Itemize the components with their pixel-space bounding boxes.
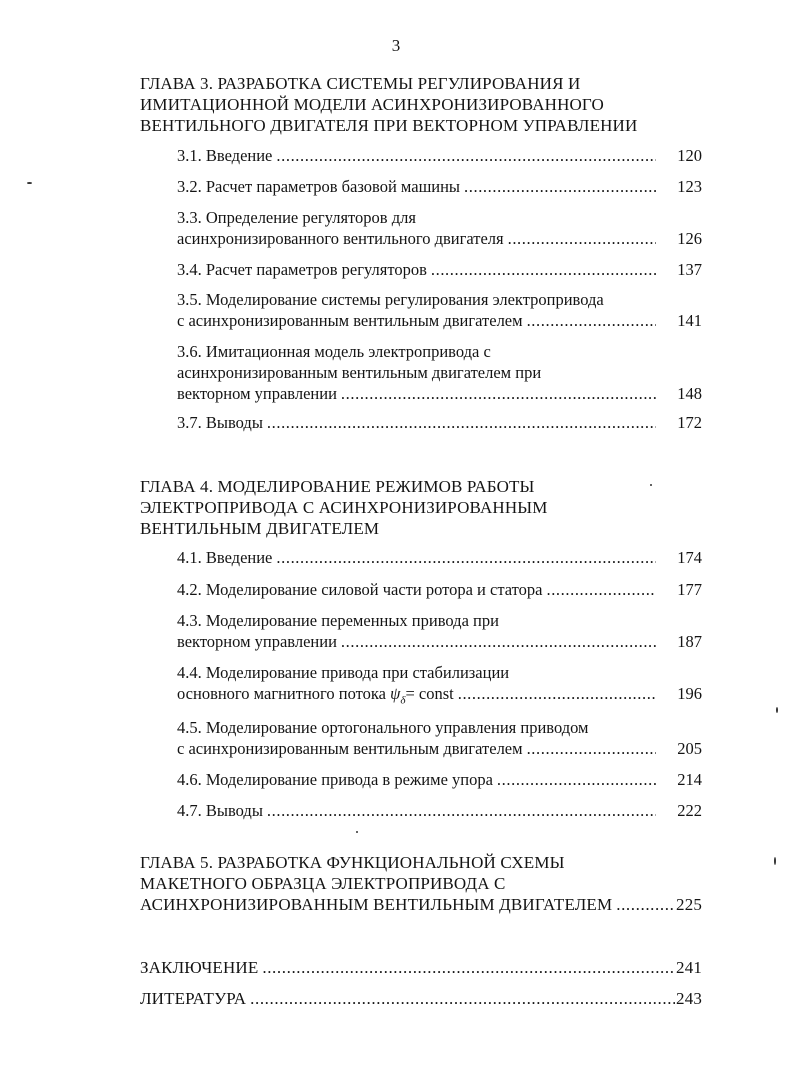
toc-entry-4-6[interactable] (177, 769, 702, 790)
scan-speck (774, 857, 776, 865)
leader-dots (546, 579, 656, 600)
chapter-5-page: 225 (676, 895, 702, 914)
toc-entry-label: 4.2. Моделирование силовой части ротора и статора (177, 580, 543, 599)
leader-dots (508, 228, 656, 249)
chapter-5-title-line: ГЛАВА 5. РАЗРАБОТКА ФУНКЦИОНАЛЬНОЙ СХЕМЫ (140, 853, 565, 872)
toc-entry-label: 3.7. Выводы (177, 413, 263, 432)
toc-entry-3-7[interactable] (177, 412, 702, 433)
references-page: 243 (676, 989, 702, 1008)
leader-dots (341, 631, 656, 652)
toc-entry-label: 4.3. Моделирование переменных привода при (177, 611, 499, 630)
scan-speck (27, 182, 32, 184)
leader-dots (458, 683, 656, 704)
toc-entry-label: 3.5. Моделирование системы регулирования электропривода (177, 290, 604, 309)
references-label: ЛИТЕРАТУРА (140, 989, 247, 1008)
toc-entry-label: 3.1. Введение (177, 146, 273, 165)
toc-entry-page: 214 (677, 770, 702, 789)
chapter-3-title-line: ГЛАВА 3. РАЗРАБОТКА СИСТЕМЫ РЕГУЛИРОВАНИЯ И (140, 74, 581, 93)
leader-dots (267, 800, 656, 821)
toc-entry-page: 141 (677, 311, 702, 330)
toc-entry-label: 3.2. Расчет параметров базовой машины (177, 177, 461, 196)
toc-entry-label: асинхронизированным вентильным двигателем при (177, 363, 542, 382)
chapter-4-title-line: ЭЛЕКТРОПРИВОДА С АСИНХРОНИЗИРОВАННЫМ (140, 498, 548, 517)
chapter-3-heading (140, 73, 715, 136)
toc-entry-label: 3.4. Расчет параметров регуляторов (177, 260, 427, 279)
toc-entry-page: 187 (677, 632, 702, 651)
toc-entry-4-1[interactable] (177, 547, 702, 568)
toc-entry-4-4[interactable] (177, 662, 702, 711)
toc-entry-label: 4.5. Моделирование ортогонального управления приводом (177, 718, 589, 737)
toc-entry-conclusion[interactable] (140, 957, 702, 978)
toc-entry-4-3[interactable] (177, 610, 702, 652)
toc-entry-page: 137 (677, 260, 702, 279)
chapter-5-title-line: АСИНХРОНИЗИРОВАННЫМ ВЕНТИЛЬНЫМ ДВИГАТЕЛЕМ (140, 895, 613, 914)
toc-entry-page: 174 (677, 548, 702, 567)
toc-entry-label: векторном управлении (177, 632, 337, 651)
toc-entry-page: 177 (677, 580, 702, 599)
leader-dots (276, 145, 656, 166)
leader-dots (464, 176, 656, 197)
chapter-3-title-line: ИМИТАЦИОННОЙ МОДЕЛИ АСИНХРОНИЗИРОВАННОГО (140, 95, 604, 114)
toc-entry-page: 196 (677, 684, 702, 703)
toc-entry-label: 3.3. Определение регуляторов для (177, 208, 416, 227)
toc-entry-page: 126 (677, 229, 702, 248)
toc-entry-4-7[interactable] (177, 800, 702, 821)
toc-entry-label: 4.6. Моделирование привода в режиме упора (177, 770, 493, 789)
toc-entry-page: 123 (677, 177, 702, 196)
toc-entry-4-5[interactable] (177, 717, 702, 759)
chapter-4-title-line: ВЕНТИЛЬНЫМ ДВИГАТЕЛЕМ (140, 519, 380, 538)
toc-entry-label: с асинхронизированным вентильным двигателем (177, 739, 523, 758)
chapter-4-title-line: ГЛАВА 4. МОДЕЛИРОВАНИЕ РЕЖИМОВ РАБОТЫ (140, 477, 535, 496)
toc-entry-label: асинхронизированного вентильного двигателя (177, 229, 504, 248)
conclusion-label: ЗАКЛЮЧЕНИЕ (140, 958, 259, 977)
leader-dots (250, 988, 675, 1009)
toc-entry-page: 222 (677, 801, 702, 820)
scan-speck (776, 707, 778, 713)
toc-entry-3-2[interactable] (177, 176, 702, 197)
toc-entry-page: 205 (677, 739, 702, 758)
leader-dots (527, 738, 656, 759)
toc-entry-page: 148 (677, 384, 702, 403)
leader-dots (276, 547, 656, 568)
toc-entry-label: векторном управлении (177, 384, 337, 403)
psi-symbol: ψ (390, 684, 401, 703)
leader-dots (341, 383, 656, 404)
scan-speck (650, 484, 652, 486)
leader-dots (267, 412, 656, 433)
chapter-5-heading[interactable] (140, 852, 702, 915)
leader-dots (616, 894, 675, 915)
toc-entry-label: 4.7. Выводы (177, 801, 263, 820)
toc-entry-label: 3.6. Имитационная модель электропривода с (177, 342, 491, 361)
formula-const: = const (405, 684, 454, 703)
toc-entry-4-2[interactable] (177, 579, 702, 600)
toc-entry-3-6[interactable] (177, 341, 702, 404)
toc-entry-label: основного магнитного потока (177, 684, 386, 703)
toc-entry-3-4[interactable] (177, 259, 702, 280)
leader-dots (497, 769, 656, 790)
flux-formula (390, 683, 405, 711)
toc-entry-page: 172 (677, 413, 702, 432)
chapter-4-heading (140, 476, 715, 539)
chapter-3-title-line: ВЕНТИЛЬНОГО ДВИГАТЕЛЯ ПРИ ВЕКТОРНОМ УПРАВЛЕНИИ (140, 116, 638, 135)
leader-dots (262, 957, 675, 978)
toc-entry-references[interactable] (140, 988, 702, 1009)
toc-entry-page: 120 (677, 146, 702, 165)
leader-dots (527, 310, 656, 331)
toc-entry-3-3[interactable] (177, 207, 702, 249)
chapter-5-title-line: МАКЕТНОГО ОБРАЗЦА ЭЛЕКТРОПРИВОДА С (140, 874, 506, 893)
toc-entry-label: 4.4. Моделирование привода при стабилизации (177, 663, 510, 682)
toc-entry-3-1[interactable] (177, 145, 702, 166)
page-number: 3 (391, 36, 401, 55)
scan-speck (356, 831, 358, 833)
delta-subscript: δ (400, 694, 406, 707)
toc-entry-label: с асинхронизированным вентильным двигателем (177, 311, 523, 330)
toc-entry-3-5[interactable] (177, 289, 702, 331)
conclusion-page: 241 (676, 958, 702, 977)
leader-dots (431, 259, 656, 280)
toc-entry-label: 4.1. Введение (177, 548, 273, 567)
